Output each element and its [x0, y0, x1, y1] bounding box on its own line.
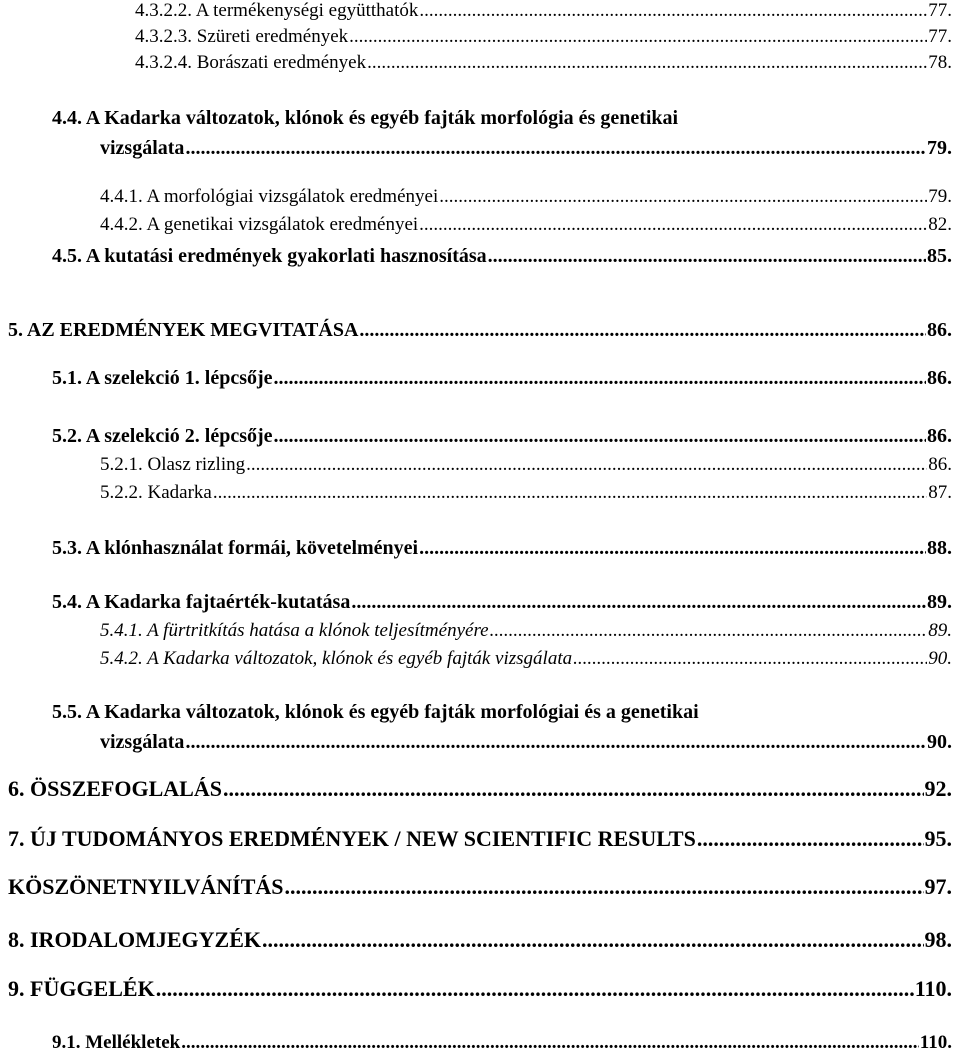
dot-leader [273, 366, 926, 390]
dot-leader [418, 214, 927, 237]
toc-entry [52, 590, 952, 614]
dot-leader [155, 976, 914, 1002]
toc-page-number: 98. [924, 927, 952, 952]
toc-entry [100, 454, 952, 477]
dot-leader [212, 482, 927, 505]
toc-entry [8, 318, 952, 342]
dot-leader [358, 318, 926, 342]
toc-entry-title-continuation: vizsgálata [100, 137, 185, 159]
toc-entry [52, 1032, 952, 1055]
toc-page-number: 78. [928, 52, 952, 73]
toc-entry [100, 136, 952, 160]
dot-leader [348, 26, 927, 49]
toc-entry [52, 366, 952, 390]
dot-leader [222, 776, 924, 802]
toc-entry [100, 186, 952, 209]
toc-entry [100, 482, 952, 505]
toc-entry-title: 4.4. A Kadarka változatok, klónok és egyéb fajták morfológia és genetikai [52, 107, 679, 129]
toc-entry [8, 976, 952, 1002]
dot-leader [284, 874, 924, 900]
toc-page-number: 110. [914, 976, 952, 1001]
toc-page-number: 97. [924, 874, 952, 899]
toc-entry-title: 4.3.2.4. Borászati eredmények [135, 52, 367, 73]
toc-entry [135, 26, 952, 49]
toc-page-number: 86. [928, 454, 952, 475]
toc-page-number: 86. [927, 367, 952, 389]
dot-leader [261, 927, 923, 953]
toc-page-number: 82. [928, 214, 952, 235]
toc-page-number: 85. [927, 245, 952, 267]
dot-leader [184, 136, 926, 160]
toc-entry-title: 4.5. A kutatási eredmények gyakorlati hasznosítása [52, 245, 487, 267]
toc-entry-title: 9.1. Mellékletek [52, 1032, 181, 1053]
dot-leader [184, 730, 926, 754]
toc-entry-title: 5.1. A szelekció 1. lépcsője [52, 367, 273, 389]
toc-entry-title: 5.4.2. A Kadarka változatok, klónok és egyéb fajták vizsgálata [100, 648, 573, 669]
dot-leader [489, 620, 928, 643]
toc-page-number: 86. [927, 425, 952, 447]
toc-entry-title: 4.3.2.2. A termékenységi együtthatók [135, 0, 419, 21]
toc-entry-title: 5. AZ EREDMÉNYEK MEGVITATÁSA [8, 319, 359, 341]
toc-page-number: 90. [927, 731, 952, 753]
toc-entry-title: 5.3. A klónhasználat formái, követelményei [52, 537, 419, 559]
toc-page-number: 92. [924, 776, 952, 801]
toc-entry [52, 244, 952, 268]
toc-entry-title: 4.3.2.3. Szüreti eredmények [135, 26, 349, 47]
toc-entry-title: 5.2.1. Olasz rizling [100, 454, 246, 475]
toc-page-number: 89. [928, 620, 952, 641]
toc-entry-title: 5.4.1. A fürtritkítás hatása a klónok teljesítményére [100, 620, 489, 641]
toc-entry-title: 5.4. A Kadarka fajtaérték-kutatása [52, 591, 351, 613]
toc-page-number: 77. [928, 26, 952, 47]
toc-page-number: 86. [927, 319, 952, 341]
toc-page-number: 77. [928, 0, 952, 21]
toc-page-number: 79. [928, 186, 952, 207]
dot-leader [487, 244, 926, 268]
dot-leader [418, 0, 927, 23]
toc-entry [8, 927, 952, 953]
toc-entry-title: 7. ÚJ TUDOMÁNYOS EREDMÉNYEK / NEW SCIENTIFIC RESULTS [8, 826, 696, 851]
dot-leader [245, 454, 927, 477]
toc-page-number: 87. [928, 482, 952, 503]
toc-entry [100, 648, 952, 671]
toc-page-number: 89. [927, 591, 952, 613]
toc-entry [100, 214, 952, 237]
dot-leader [273, 424, 926, 448]
toc-entry-title: 8. IRODALOMJEGYZÉK [8, 927, 262, 952]
toc-entry-title: 6. ÖSSZEFOGLALÁS [8, 776, 222, 801]
toc-entry-title: 4.4.1. A morfológiai vizsgálatok eredményei [100, 186, 439, 207]
toc-entry [8, 826, 952, 852]
toc-entry [135, 52, 952, 75]
toc-entry-title-continuation: vizsgálata [100, 731, 185, 753]
dot-leader [696, 826, 924, 852]
toc-entry [52, 536, 952, 560]
toc-page-number: 110. [919, 1032, 952, 1053]
toc-page-number: 95. [924, 826, 952, 851]
toc-entry-title: KÖSZÖNETNYILVÁNÍTÁS [8, 874, 284, 899]
toc-entry-title: 5.5. A Kadarka változatok, klónok és egyéb fajták morfológiai és a genetikai [52, 701, 699, 723]
dot-leader [350, 590, 926, 614]
toc-entry [8, 776, 952, 802]
toc-entry [135, 0, 952, 23]
toc-entry [8, 874, 952, 900]
dot-leader [366, 52, 927, 75]
toc-entry-title: 9. FÜGGELÉK [8, 976, 155, 1001]
dot-leader [180, 1032, 919, 1055]
toc-entry-title: 5.2. A szelekció 2. lépcsője [52, 425, 273, 447]
toc-entry [52, 424, 952, 448]
dot-leader [418, 536, 926, 560]
toc-page-number: 88. [927, 537, 952, 559]
dot-leader [438, 186, 927, 209]
toc-page-number: 79. [927, 137, 952, 159]
toc-entry-title: 4.4.2. A genetikai vizsgálatok eredményei [100, 214, 419, 235]
dot-leader [572, 648, 927, 671]
toc-entry-title: 5.2.2. Kadarka [100, 482, 212, 503]
toc-entry [100, 620, 952, 643]
toc-page-number: 90. [928, 648, 952, 669]
toc-entry [100, 730, 952, 754]
